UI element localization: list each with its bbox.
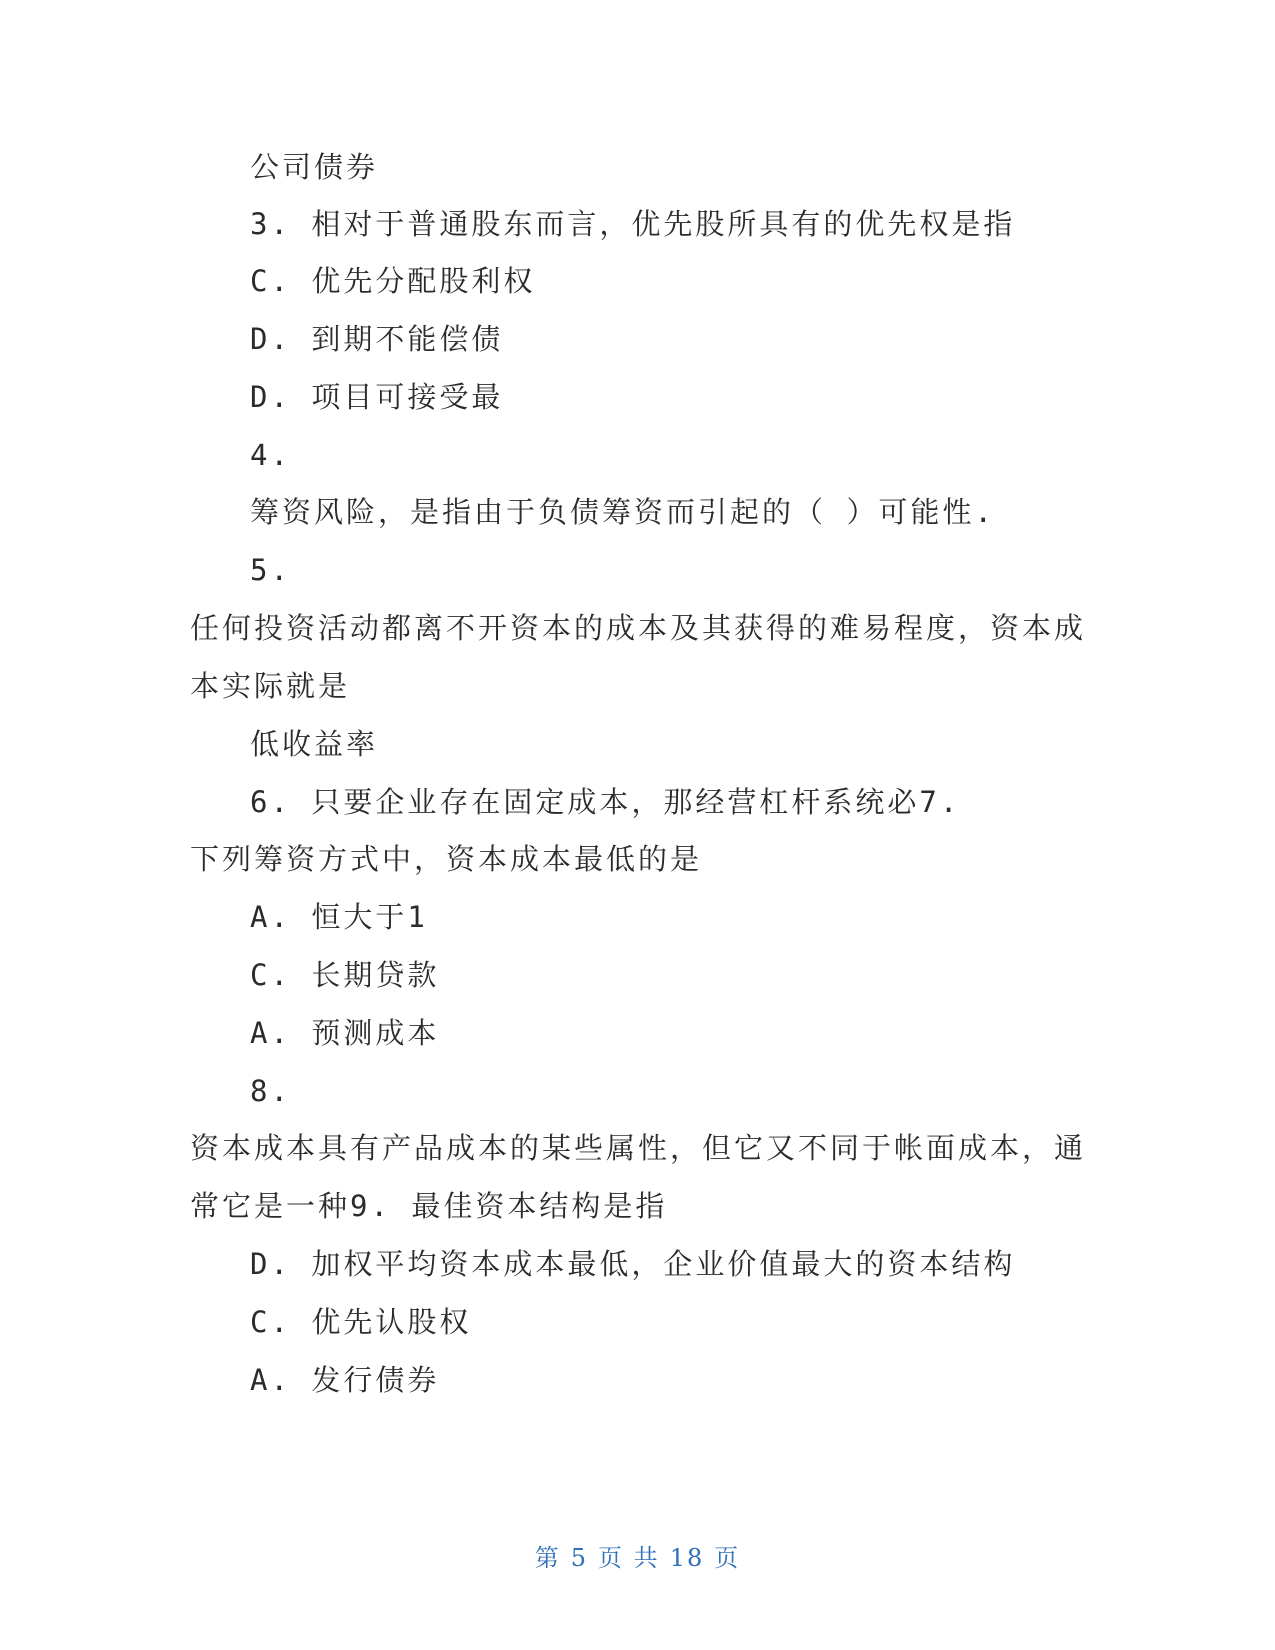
question-8-cont: 常它是一种9. 最佳资本结构是指 — [190, 1189, 668, 1223]
footer-suffix: 页 — [714, 1544, 741, 1572]
question-4: 筹资风险，是指由于负债筹资而引起的（ ）可能性. — [250, 495, 995, 529]
question-6: 6. 只要企业存在固定成本，那经营杠杆系统必7. — [250, 785, 961, 819]
footer-total-pages: 18 — [669, 1544, 705, 1572]
question-number: 8. — [250, 1074, 291, 1108]
question-5-cont: 本实际就是 — [190, 669, 351, 703]
option-line: C. 优先认股权 — [250, 1305, 472, 1339]
question-3: 3. 相对于普通股东而言，优先股所具有的优先权是指 — [250, 207, 1016, 241]
option-line: A. 发行债券 — [250, 1363, 440, 1397]
option-line: D. 加权平均资本成本最低，企业价值最大的资本结构 — [250, 1247, 1016, 1281]
option-line: D. 项目可接受最 — [250, 380, 504, 414]
page-footer — [0, 1543, 1275, 1573]
option-line: C. 优先分配股利权 — [250, 264, 536, 298]
option-line: C. 长期贷款 — [250, 958, 440, 992]
option-line: A. 恒大于1 — [250, 900, 428, 934]
option-line: A. 预测成本 — [250, 1016, 440, 1050]
question-8: 资本成本具有产品成本的某些属性，但它又不同于帐面成本，通 — [190, 1131, 1087, 1165]
question-7: 下列筹资方式中，资本成本最低的是 — [190, 842, 703, 876]
question-5: 任何投资活动都离不开资本的成本及其获得的难易程度，资本成 — [190, 611, 1087, 645]
text-line: 低收益率 — [250, 727, 379, 761]
question-number: 5. — [250, 553, 291, 587]
question-number: 4. — [250, 438, 291, 472]
footer-middle: 页 共 — [598, 1544, 660, 1572]
footer-prefix: 第 — [534, 1544, 561, 1572]
footer-page-number: 5 — [570, 1544, 589, 1572]
option-line: D. 到期不能偿债 — [250, 322, 504, 356]
text-line: 公司债券 — [250, 150, 379, 184]
